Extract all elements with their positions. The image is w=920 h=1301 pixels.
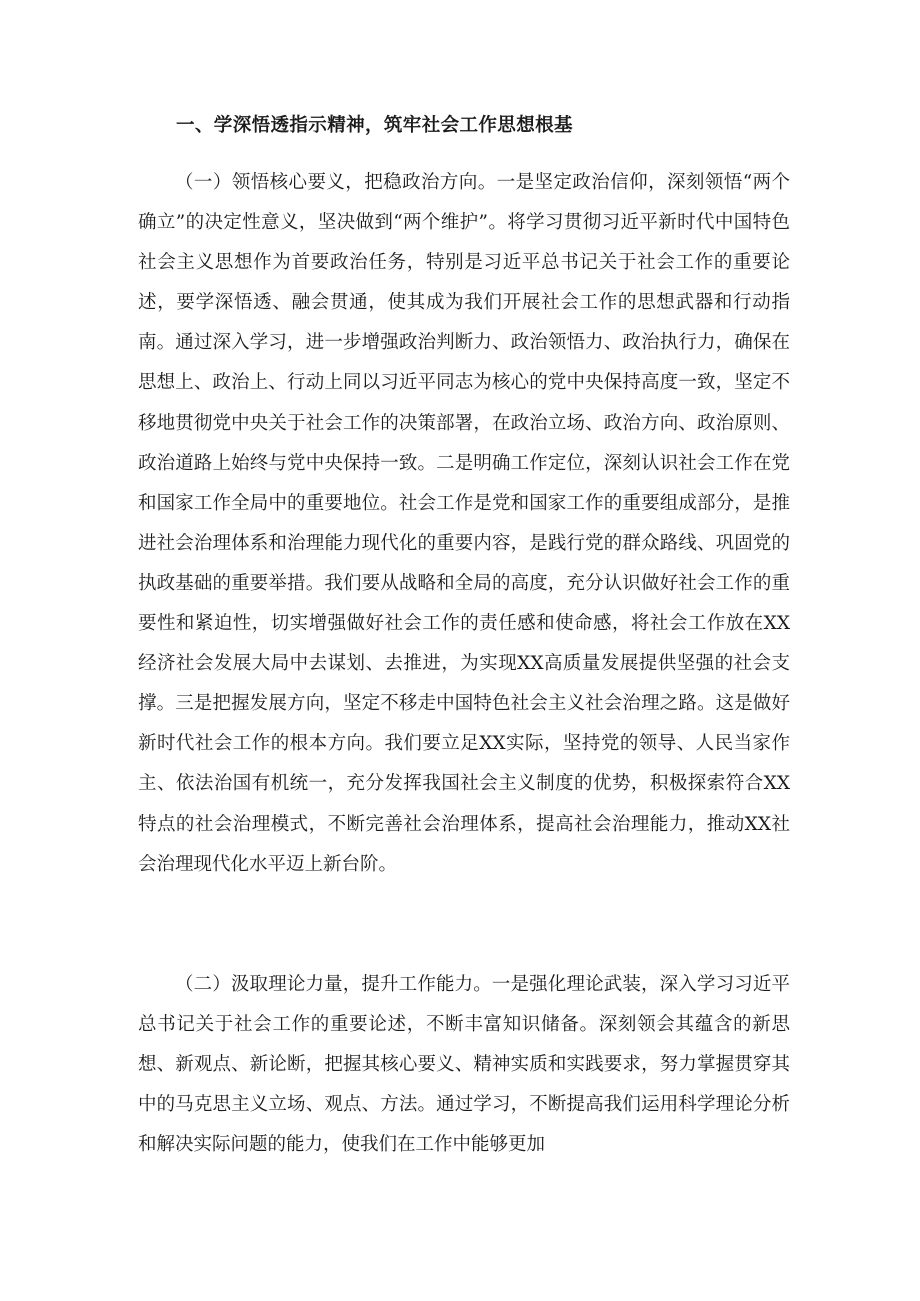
section-heading: 一、学深悟透指示精神，筑牢社会工作思想根基 — [176, 115, 573, 136]
paragraph-2: （二）汲取理论力量，提升工作能力。一是强化理论武装，深入学习习近平总书记关于社会工作的重要论述，不断丰富知识储备。深刻领会其蕴含的新思想、新观点、新论断，把握其核心要义、精神实质和实践要求，努力掌握贯穿其中的马克思主义立场、观点、方法。通过学习，不断提高我们运用科学理论分析和解决实际问题的能力，使我们在工作中能够更加 — [138, 974, 790, 1156]
paragraph-1: （一）领悟核心要义，把稳政治方向。一是坚定政治信仰，深刻领悟“两个确立”的决定性意义，坚决做到“两个维护”。将学习贯彻习近平新时代中国特色社会主义思想作为首要政治任务，特别是习近平总书记关于社会工作的重要论述，要学深悟透、融会贯通，使其成为我们开展社会工作的思想武器和行动指南。通过深入学习，进一步增强政治判断力、政治领悟力、政治执行力，确保在思想上、政治上、行动上同以习近平同志为核心的党中央保持高度一致，坚定不移地贯彻党中央关于社会工作的决策部署，在政治立场、政治方向、政治原则、政治道路上始终与党中央保持一致。二是明确工作定位，深刻认识社会工作在党和国家工作全局中的重要地位。社会工作是党和国家工作的重要组成部分，是推进社会治理体系和治理能力现代化的重要内容，是践行党的群众路线、巩固党的执政基础的重要举措。我们要从战略和全局的高度，充分认识做好社会工作的重要性和紧迫性，切实增强做好社会工作的责任感和使命感，将社会工作放在XX经济社会发展大局中去谋划、去推进，为实现XX高质量发展提供坚强的社会支撑。三是把握发展方向，坚定不移走中国特色社会主义社会治理之路。这是做好新时代社会工作的根本方向。我们要立足XX实际，坚持党的领导、人民当家作主、依法治国有机统一，充分发挥我国社会主义制度的优势，积极探索符合XX特点的社会治理模式，不断完善社会治理体系，提高社会治理能力，推动XX社会治理现代化水平迈上新台阶。 — [138, 172, 790, 875]
